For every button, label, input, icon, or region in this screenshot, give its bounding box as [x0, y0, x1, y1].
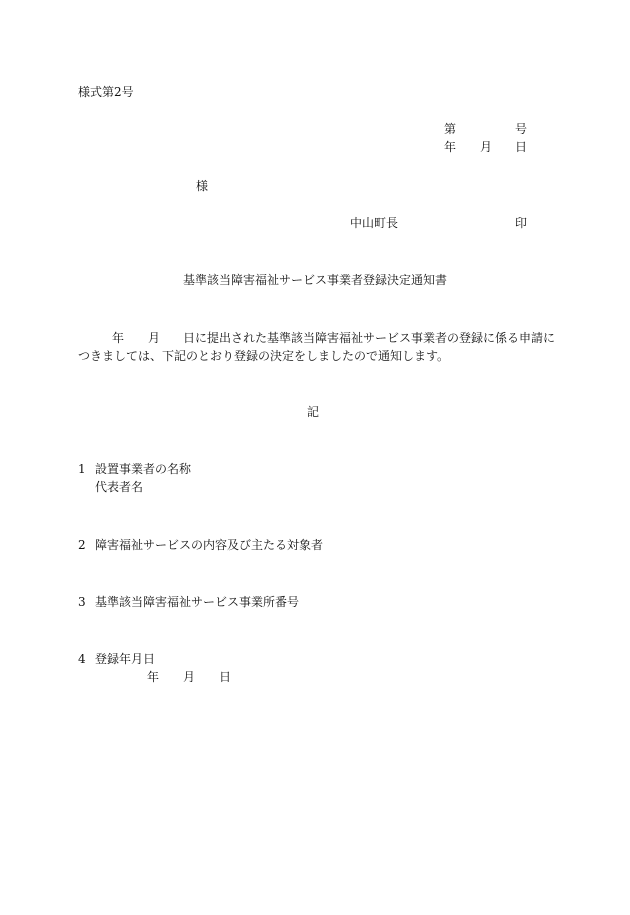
item-number: 1: [78, 462, 86, 476]
registration-date-month: 月: [183, 670, 196, 684]
item-label: 基準該当障害福祉サービス事業所番号: [95, 595, 300, 609]
body-line-1: 日に提出された基準該当障害福祉サービス事業者の登録に係る申請に: [183, 331, 556, 345]
addressee-honorific: 様: [196, 179, 209, 193]
item-number: 2: [78, 538, 86, 552]
item-label: 障害福祉サービスの内容及び主たる対象者: [95, 538, 324, 552]
item-number: 3: [78, 595, 86, 609]
issue-date-month: 月: [480, 140, 493, 154]
item-label: 登録年月日: [95, 652, 156, 666]
registration-date-day: 日: [219, 670, 232, 684]
body-date-year: 年: [112, 331, 125, 345]
document-number-prefix: 第: [444, 122, 457, 136]
item-label: 設置事業者の名称: [95, 462, 192, 476]
registration-date-year: 年: [147, 670, 160, 684]
item-sub-label: 代表者名: [95, 480, 144, 494]
body-line-2: つきましては、下記のとおり登録の決定をしましたので通知します。: [78, 349, 450, 363]
issuer-seal-mark: 印: [515, 216, 528, 230]
issue-date-year: 年: [444, 140, 457, 154]
note-heading: 記: [307, 405, 320, 419]
document-title: 基準該当障害福祉サービス事業者登録決定通知書: [183, 273, 448, 287]
item-number: 4: [78, 652, 86, 666]
body-date-month: 月: [148, 331, 161, 345]
document-number-suffix: 号: [515, 122, 528, 136]
form-number: 様式第2号: [78, 85, 134, 99]
issuer-name: 中山町長: [350, 216, 399, 230]
issue-date-day: 日: [515, 140, 528, 154]
